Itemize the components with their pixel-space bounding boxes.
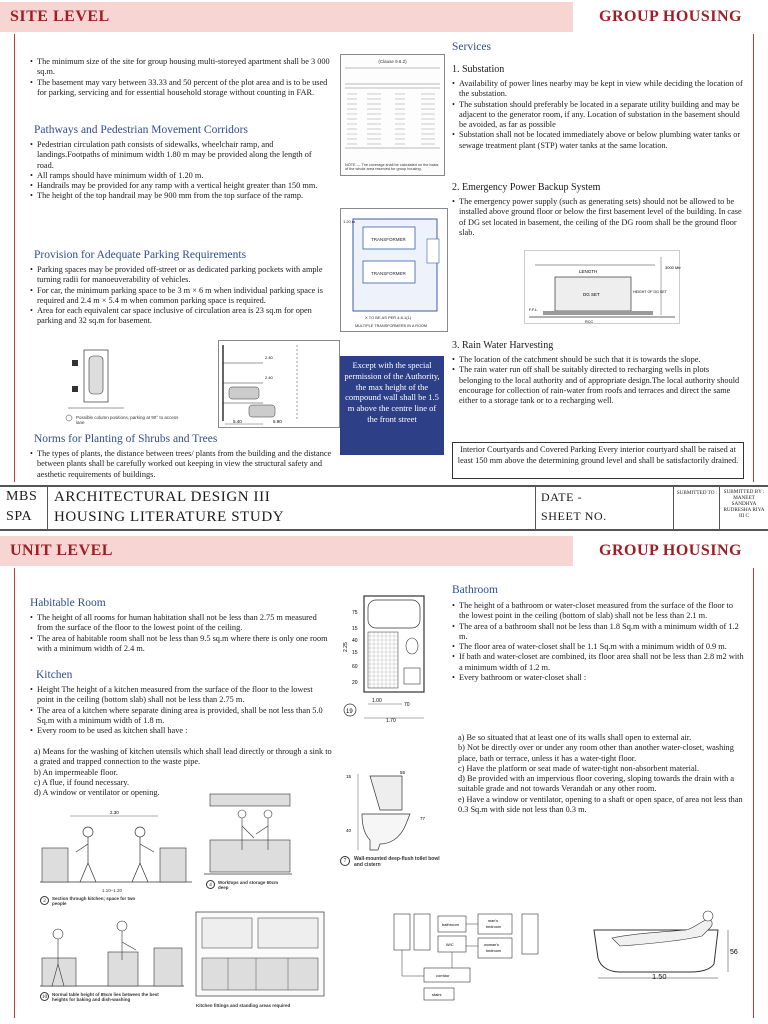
compound-wall-note: Except with the special permission of the Authority, the max height of the compound wall shall be 1.5 m above the centre line of the front street [340,356,444,455]
list-item: • For car, the minimum parking space to be 3 m × 6 m when individual parking space is required and 2.4 m × 5.4 m when common parking space is required. [30,286,335,307]
list-item: • Substation shall not be located immediately above or below plumbing water tanks or sewage treatment plant (STP) water tanks at the same location. [452,130,744,151]
list-item: a) Be so situated that at least one of its walls shall open to external air. [458,733,692,742]
circulation-diagram [390,906,548,1004]
wc-dim: 55 [400,770,406,775]
dg-label: 3000 Min [665,265,681,270]
fig-number: 2 [40,896,49,905]
shrubs-list [30,449,335,480]
title-block [0,485,768,531]
tub-dim: 56 [730,949,738,956]
bath-dim: 1.00 [372,698,382,704]
list-item: • Area for each equivalent car space inclusive of circulation area is 23 sq.m for open parking and 32 sq.m for basement. [30,306,335,327]
frame-left [14,34,15,482]
bathroom-plan-figure [342,588,442,728]
frame-right-2 [753,568,754,1018]
list-item: • Parking spaces may be provided off-street or as dedicated parking pockets with ample turning radii for manoeuverability of vehicles. [30,265,335,286]
org-cell [0,487,48,529]
fig-number: 7 [340,856,350,866]
list-item: c) A flue, if found necessary. [34,777,130,787]
parking-layout-figure [218,340,340,428]
date-label: DATE - [541,490,583,504]
plan-label: bedroom [486,949,501,953]
tub-width-label: 1.50 [652,972,667,981]
kitchen-heading: Kitchen [36,669,73,681]
list-item: a) Means for the washing of kitchen utensils which shall lead directly or through a sink to a grated and trapped connection to the waste pipe. [34,747,332,767]
list-item: • All ramps should have minimum width of 1.20 m. [30,171,330,181]
table-caption: (Clause 9.6.2) [378,59,407,64]
kitchen-list [30,685,330,736]
wc-dim: 77 [420,816,426,821]
kitchen-section-figure [36,808,196,908]
bath-dim: 1.70 [386,718,396,724]
shrubs-heading: Norms for Planting of Shrubs and Trees [34,433,218,445]
list-item: • The types of plants, the distance between trees/ plants from the building and the distance between plants shall be carefully worked out keeping in view the structural safety and aesthetic requirements of buildings. [30,449,335,480]
table-height-figure [36,912,188,1014]
dg-label: HEIGHT OF DG SET [633,290,667,294]
kitchen-caption: Section through kitchen; space for two people [52,896,136,906]
list-item: • Every bathroom or water-closet shall : [452,673,744,683]
rain-list [452,355,744,406]
kitchen-section-svg [36,808,196,888]
bathroom-plan-svg [342,588,442,728]
project-cell [48,487,536,529]
sheet-title: HOUSING LITERATURE STUDY [54,509,285,525]
dg-label: F.F.L. [529,308,539,312]
kitchen-dim-row: 1.10–1.20 [102,888,123,893]
habitable-heading: Habitable Room [30,597,106,609]
bath-dim: 60 [352,664,358,670]
unit-level-title: UNIT LEVEL [0,536,123,566]
list-item: • The basement may vary between 33.33 and 50 percent of the plot area and is to be used for parking, servicing and for essential household storage without counting in FAR. [30,78,330,99]
parking-figure-small-svg [64,346,214,424]
parking-dim-label: 5.40 [233,419,242,424]
parking-layout-svg [219,341,341,429]
list-item: • Pedestrian circulation path consists of sidewalks, wheelchair ramp, and landings.Footpaths of minimum width 1.80 m may be provided along the length of road. [30,140,330,171]
list-item: d) Be provided with an impervious floor covering, sloping towards the drain with a suitable grade and not towards Verandah or any other room. [458,774,735,794]
worktop-caption: Worktops and storage 60cm deep [218,880,279,890]
backup-heading: 2. Emergency Power Backup System [452,182,601,193]
list-item: • The height of a bathroom or water-closet measured from the surface of the floor to the lowest point in the ceiling (bottom of slab) shall not be less than 2.1 m. [452,601,744,622]
submitted-to: SUBMITTED TO : [676,490,718,496]
table-note: NOTE — The coverage shall be calculated on the basis of the whole area reserved for group housing. [345,163,439,172]
bath-dim: 75 [352,610,358,616]
transformer-figure [340,208,448,332]
dg-set-figure [524,250,680,324]
group-housing-title: GROUP HOUSING [573,2,768,32]
list-item: • Height The height of a kitchen measured from the surface of the floor to the lowest point in the ceiling (bottom slab) shall not be less than 2.75 m. [30,685,330,706]
parking-dim-label: 2.40 [265,355,273,360]
circulation-diagram-svg [390,906,548,1004]
substation-list [452,79,744,151]
list-item: c) Have the platform or seat made of water-tight non-absorbent material. [458,763,700,773]
bath-dim: 2.25 [343,642,349,652]
frame-right [753,34,754,482]
course-title: ARCHITECTURAL DESIGN III [54,489,271,505]
sheet-no-label: SHEET NO. [541,509,607,523]
parking-figure-small [64,346,214,424]
bathtub-figure [590,908,744,984]
worktop-figure [200,790,295,896]
submitted-by-cell [720,487,768,529]
fig-number: 19 [346,709,353,715]
pathways-list [30,140,330,202]
group-housing-title-2: GROUP HOUSING [573,536,768,566]
site-intro-list [30,57,330,98]
bath-dim: 40 [352,638,358,644]
list-item: • Availability of power lines nearby may be kept in view while deciding the location of the substation. [452,79,744,100]
wc-dim: 40 [346,828,352,833]
parking-list [30,265,335,327]
substation-heading: 1. Substation [452,64,505,75]
fig-number: 4 [206,880,215,889]
bath-dim: 15 [352,650,358,656]
list-item: b) An impermeable floor. [34,767,118,777]
list-item: • The minimum size of the site for group housing multi-storeyed apartment shall be 3 000 sq.m. [30,57,330,78]
table-height-svg [36,912,188,990]
plan-label: corridor [436,973,450,978]
org-mbs: MBS [6,489,38,504]
backup-list [452,197,744,238]
list-item: • The emergency power supply (such as generating sets) should not be allowed to be installed above ground floor or below the first basement level of the building. In case of DG set located in basement, the ceiling of the DG room shall be the ground floor slab. [452,197,744,238]
kitchen-fittings-caption: Kitchen fittings and standing areas required [196,1003,291,1008]
list-item: • The height of all rooms for human habitation shall not be less than 2.75 m measured from the surface of the floor to the lowest point of the ceiling. [30,613,330,634]
coverage-table [340,54,445,176]
wc-caption: Wall-mounted deep-flush toilet bowl and cistern [354,856,440,868]
org-spa: SPA [6,509,33,524]
plan-label: woman's [484,943,499,947]
bath-dim: 15 [352,626,358,632]
submitted-by: SUBMITTED BY : MANEET SANDHYA RUDRESHA RIYA III C [723,489,765,519]
wc-figure [340,770,450,874]
plan-label: W/C [446,942,454,947]
list-item: • The substation should preferably be located in a separate utility building and may be adjacent to the generator room, if any. Location of substation in the basement should be avoided, as far as possible [452,100,744,131]
bathroom-heading: Bathroom [452,584,498,596]
transformer-caption: MULTIPLE TRANSFORMERS IN A ROOM [355,324,428,328]
services-heading: Services [452,41,491,53]
date-cell [536,487,674,529]
list-item: e) Have a window or ventilator, opening to a shaft or open space, of area not less than 0.3 Sq.m with side not less than 0.3 m. [458,794,743,815]
list-item: • The area of a kitchen where separate dining area is provided, shall be not less than 5.0 Sq.m with a minimum width of 1.8 m. [30,706,330,727]
list-item: • Handrails may be provided for any ramp with a vertical height greater than 150 mm. [30,181,330,191]
parking-dim-label: 2.40 [265,375,273,380]
bathroom-sub-list [458,733,744,815]
fig-number: 10 [41,994,48,1000]
transformer-label: TRANSFORMER [371,271,406,276]
plan-label: bathroom [442,922,459,927]
list-item: d) A window or ventilator or opening. [34,788,160,798]
parking-dim-label: 5.90 [273,419,282,424]
list-item: • Every room to be used as kitchen shall have : [30,726,330,736]
bathtub-svg [590,908,744,984]
dg-label: RCC [585,320,594,324]
list-item: • The floor area of water-closet shall be 1.1 Sq.m with a minimum width of 0.9 m. [452,642,744,652]
wc-svg [340,770,450,854]
dg-label: DG SET [583,292,600,297]
bath-dim: 70 [404,702,410,708]
transformer-svg [341,209,449,333]
plan-label: stairs [432,992,442,997]
transformer-note: X TO BE AS PER 4.8.1(1) [365,315,412,320]
kitchen-fittings-figure [192,908,328,1014]
list-item: • The location of the catchment should be such that it is towards the slope. [452,355,744,365]
transformer-label: TRANSFORMER [371,237,406,242]
wc-dim: 15 [346,774,352,779]
table-height-caption: Normal table height of 85cm lies between the best heights for baking and dish-washing [52,992,159,1002]
list-item: • The area of a bathroom shall not be less than 1.8 Sq.m with a minimum width of 1.2 m. [452,622,744,643]
plan-label: bedroom [486,925,501,929]
dg-label: LENGTH [579,269,598,274]
kitchen-dim: 2.30 [110,810,119,815]
kitchen-fittings-svg [192,908,328,1000]
worktop-svg [200,790,295,876]
dg-set-svg [525,251,681,325]
site-level-title: SITE LEVEL [0,2,120,32]
submitted-to-cell [674,487,720,529]
bathroom-list [452,601,744,683]
frame-left-2 [14,568,15,1018]
plan-label: man's [488,919,499,923]
transformer-dim: 1.20 m [343,219,356,224]
list-item: • The area of habitable room shall not be less than 9.5 sq.m where there is only one room with a minimum width of 2.4 m. [30,634,330,655]
list-item: • If bath and water-closet are combined, its floor area shall not be less than 2.8 m2 with a minimum width of 1.2 m. [452,652,744,673]
list-item: b) Not be directly over or under any room other than another water-closet, washing place, bath or terrace, unless it has a water-tight floor. [458,743,734,763]
bath-dim: 20 [352,680,358,686]
courtyard-note: Interior Courtyards and Covered Parking Every interior courtyard shall be raised at least 150 mm above the determining ground level and shall be satisfactorily drained. [452,442,744,479]
list-item: • The height of the top handrail may be 900 mm from the top surface of the ramp. [30,191,330,201]
rain-heading: 3. Rain Water Harvesting [452,340,554,351]
parking-caption: Possible column positions, parking at 90° to access lane [76,415,179,425]
pathways-heading: Pathways and Pedestrian Movement Corridors [34,124,248,136]
habitable-list [30,613,330,654]
coverage-table-svg [341,64,444,160]
list-item: • The rain water run off shall be suitably directed to recharging wells in plots belonging to the local authority and of appropriate design.The local authority should encourage for collection of rain-water from roofs and terraces and direct the same either to a storage tank or to a recharging well. [452,365,744,406]
parking-heading: Provision for Adequate Parking Requirements [34,249,247,261]
